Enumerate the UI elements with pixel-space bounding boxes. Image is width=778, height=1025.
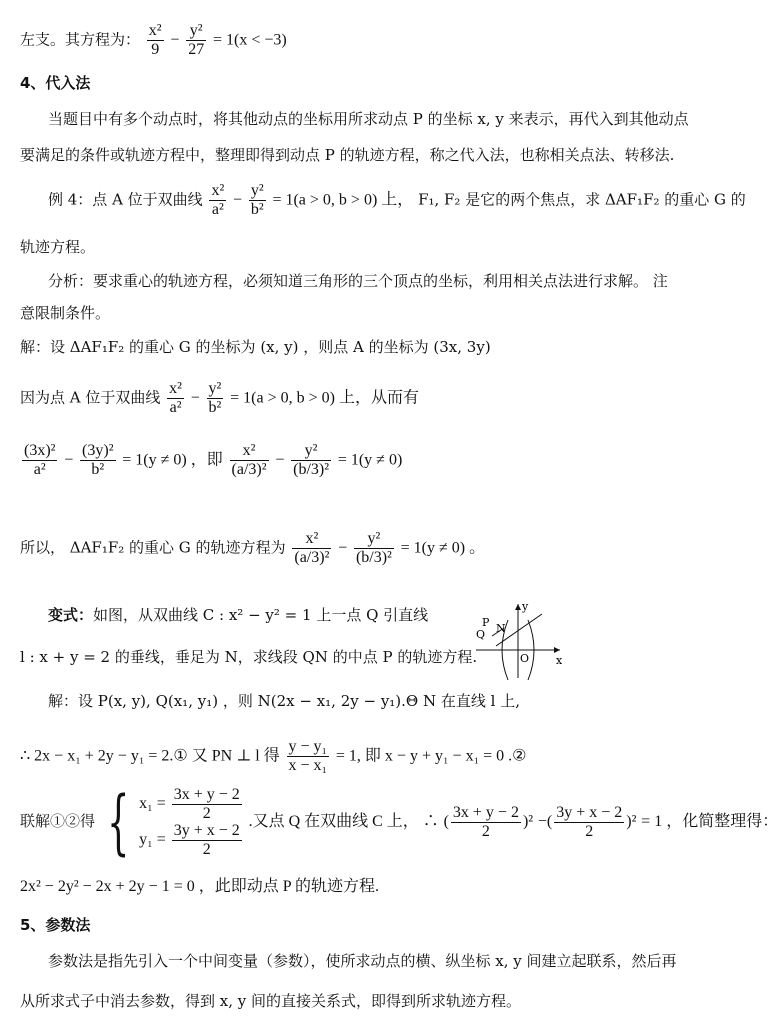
fraction: $\frac{\text{y²}}{\text{b²}}$ [250, 182, 264, 218]
x-arrow [554, 647, 560, 653]
paragraph-line: 轨迹方程。 [20, 238, 96, 256]
y-label: y [522, 600, 529, 613]
line-1: 左支。其方程为： $\frac{\text{x²}}{9}$ − $\frac{\text{y²}}{27}$ = 1(x < −3) [20, 22, 287, 58]
x-label: x [556, 654, 563, 667]
equation-line: $\frac{\text{(3x)²}}{\text{a²}}$ − $\frac{\text{(3y)²}}{\text{b²}}$ = 1(y ≠ 0) ，即 $\frac{\text{x²}}{\text{(a/3)²}}$ − $\frac{\text{y²}}{\text{(b/3)²}}$ = 1(y ≠ 0) [24, 442, 403, 478]
equation-system: x₁ = $\frac{3x + y - 2}{2}$ y₁ = $\frac{3y + x - 2}{2}$ [139, 786, 240, 858]
variant-solution-line: ∴ 2x − x₁ + 2y − y₁ = 2.① 又 PN ⊥ l 得 $\frac{\text{y − y₁}}{\text{x − x₁}}$ = 1, 即 x − y + y₁ − x₁ = 0 .② [20, 738, 527, 774]
fraction: $\frac{\text{y²}}{27}$ [188, 22, 205, 58]
fraction: $\frac{3y + x - 2}{2}$ [173, 822, 240, 858]
final-equation: 2x² − 2y² − 2x + 2y − 1 = 0 ，此即动点 P 的轨迹方程. [20, 878, 380, 895]
analysis-line: 意限制条件。 [20, 304, 111, 322]
q-label: Q [476, 628, 486, 641]
variant-solution-line: 联解①②得 { x₁ = $\frac{3x + y - 2}{2}$ y₁ = $\frac{3y + x - 2}{2}$ .又点 Q 在双曲线 C 上， ∴ ( $\frac{3x + y - 2}{2}$ )² −( $\frac{3y + x - 2}{2}$ )² = 1 ，化简整理得： [20, 781, 778, 863]
fraction: $\frac{3y + x - 2}{2}$ [556, 803, 623, 840]
solution-line: 解：设 ΔAF₁F₂ 的重心 G 的坐标为 (x, y) ，则点 A 的坐标为 (3x, 3y) [20, 338, 491, 356]
fraction: $\frac{\text{y²}}{\text{(b/3)²}}$ [293, 442, 330, 478]
fraction: $\frac{\text{x²}}{\text{(a/3)²}}$ [294, 530, 330, 566]
result-line: 所以， ΔAF₁F₂ 的重心 G 的轨迹方程为 $\frac{\text{x²}}{\text{(a/3)²}}$ − $\frac{\text{y²}}{\text{(b/3)²}}$ = 1(y ≠ 0) 。 [20, 530, 486, 566]
fraction: $\frac{3x + y - 2}{2}$ [173, 786, 240, 822]
math: = 1(x < −3) [212, 31, 287, 49]
origin-label: O [520, 652, 530, 665]
heading-5: 5、参数法 [20, 916, 91, 934]
text: 左支。其方程为： [20, 30, 141, 49]
fraction: $\frac{\text{x²}}{\text{a²}}$ [169, 380, 182, 416]
fraction: $\frac{\text{(3y)²}}{\text{b²}}$ [82, 442, 114, 478]
analysis-line: 分析：要求重心的轨迹方程，必须知道三角形的三个顶点的坐标，利用相关点法进行求解。 注 [48, 272, 668, 290]
fraction: $\frac{\text{(3x)²}}{\text{a²}}$ [24, 442, 56, 478]
paragraph-line: 当题目中有多个动点时，将其他动点的坐标用所求动点 P 的坐标 x, y 来表示，再代入到其他动点 [48, 110, 689, 128]
p-label: P [482, 616, 490, 629]
paragraph-line: 参数法是指先引入一个中间变量（参数），使所求动点的横、纵坐标 x, y 间建立起联系，然后再 [48, 952, 677, 970]
fraction: $\frac{\text{x²}}{9}$ [148, 22, 162, 58]
fraction: $\frac{\text{y²}}{\text{(b/3)²}}$ [355, 530, 392, 566]
variant-solution-line: 解：设 P(x, y), Q(x₁, y₁) ，则 N(2x − x₁, 2y − y₁).Θ N 在直线 l 上, [48, 692, 520, 710]
paragraph-line: 要满足的条件或轨迹方程中，整理即得到动点 P 的轨迹方程，称之代入法，也称相关点法、转移法. [20, 146, 675, 164]
paragraph-line: 从所求式子中消去参数，得到 x, y 间的直接关系式，即得到所求轨迹方程。 [20, 992, 522, 1010]
solution-line: 因为点 A 位于双曲线 $\frac{\text{x²}}{\text{a²}}$ − $\frac{\text{y²}}{\text{b²}}$ = 1(a > 0, b > 0) 上，从而有 [20, 380, 419, 416]
fraction: $\frac{\text{y − y₁}}{\text{x − x₁}}$ [288, 738, 328, 774]
variant-line: l : x + y = 2 的垂线，垂足为 N，求线段 QN 的中点 P 的轨迹方程. [20, 648, 478, 666]
heading-4: 4、代入法 [20, 74, 91, 92]
example-4-line: 例 4：点 A 位于双曲线 $\frac{\text{x²}}{\text{a²}}$ − $\frac{\text{y²}}{\text{b²}}$ = 1(a > 0, b > 0) 上， F₁, F₂ 是它的两个焦点，求 ΔAF₁F₂ 的重心 G 的 [48, 182, 746, 218]
variant-line: 变式：如图，从双曲线 C : x² − y² = 1 上一点 Q 引直线 [48, 606, 429, 624]
hyperbola-figure [470, 600, 566, 680]
fraction: $\frac{\text{y²}}{\text{b²}}$ [208, 380, 222, 416]
fraction: $\frac{3x + y - 2}{2}$ [452, 803, 519, 840]
y-arrow [515, 604, 521, 610]
fraction: $\frac{\text{x²}}{\text{(a/3)²}}$ [231, 442, 267, 478]
fraction: $\frac{\text{x²}}{\text{a²}}$ [211, 182, 225, 218]
n-label: N [496, 622, 506, 635]
